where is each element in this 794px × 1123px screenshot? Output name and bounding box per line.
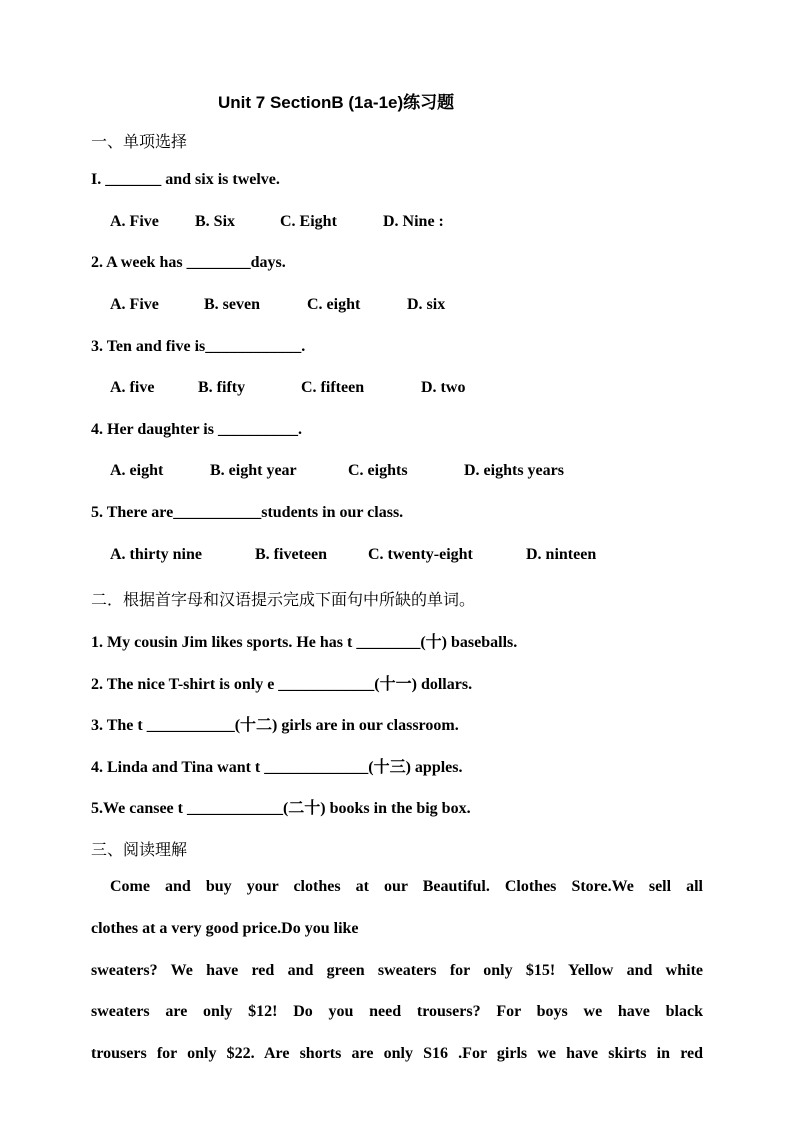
reading-line-5: trousers for only $22. Are shorts are only S16 .For girls we have skirts in red: [91, 1045, 703, 1062]
option-c: C. Eight: [280, 213, 337, 230]
fill-in-item-3: 3. The t ___________(十二) girls are in our classroom.: [91, 717, 459, 734]
section-1-heading: 一、单项选择: [91, 132, 188, 151]
option-a: A. Five: [110, 296, 159, 313]
section-3-heading: 三、阅读理解: [91, 840, 188, 859]
option-b: B. seven: [204, 296, 260, 313]
question-4-stem: 4. Her daughter is __________.: [91, 421, 302, 438]
option-c: C. eights: [348, 462, 408, 479]
page-title: Unit 7 SectionB (1a-1e)练习题: [218, 93, 455, 112]
fill-in-item-1: 1. My cousin Jim likes sports. He has t ________(十) baseballs.: [91, 634, 518, 651]
option-a: A. eight: [110, 462, 164, 479]
option-b: B. Six: [195, 213, 236, 230]
fill-in-item-5: 5.We cansee t ____________(二十) books in the big box.: [91, 800, 471, 817]
fill-in-item-4: 4. Linda and Tina want t _____________(十三) apples.: [91, 759, 463, 776]
reading-line-2: clothes at a very good price.Do you like: [91, 920, 359, 937]
option-a: A. five: [110, 379, 155, 396]
reading-line-3: sweaters? We have red and green sweaters for only $15! Yellow and white: [91, 962, 703, 979]
option-d: D. ninteen: [526, 546, 597, 563]
option-d: D. Nine :: [383, 213, 444, 230]
option-c: C. eight: [307, 296, 361, 313]
section-2-heading: 二．根据首字母和汉语提示完成下面句中所缺的单词。: [91, 590, 476, 609]
option-b: B. fiveteen: [255, 546, 327, 563]
question-3-stem: 3. Ten and five is____________.: [91, 338, 306, 355]
option-a: A. Five: [110, 213, 159, 230]
reading-line-1: Come and buy your clothes at our Beautiful. Clothes Store.We sell all: [110, 878, 703, 895]
option-c: C. fifteen: [301, 379, 365, 396]
option-b: B. fifty: [198, 379, 246, 396]
option-b: B. eight year: [210, 462, 297, 479]
option-d: D. eights years: [464, 462, 564, 479]
option-d: D. two: [421, 379, 466, 396]
fill-in-item-2: 2. The nice T-shirt is only e ____________(十一) dollars.: [91, 676, 473, 693]
question-5-stem: 5. There are___________students in our class.: [91, 504, 404, 521]
option-a: A. thirty nine: [110, 546, 202, 563]
option-d: D. six: [407, 296, 446, 313]
option-c: C. twenty-eight: [368, 546, 473, 563]
question-1-stem: I. _______ and six is twelve.: [91, 171, 280, 188]
reading-line-4: sweaters are only $12! Do you need trousers? For boys we have black: [91, 1003, 703, 1020]
question-2-stem: 2. A week has ________days.: [91, 254, 286, 271]
